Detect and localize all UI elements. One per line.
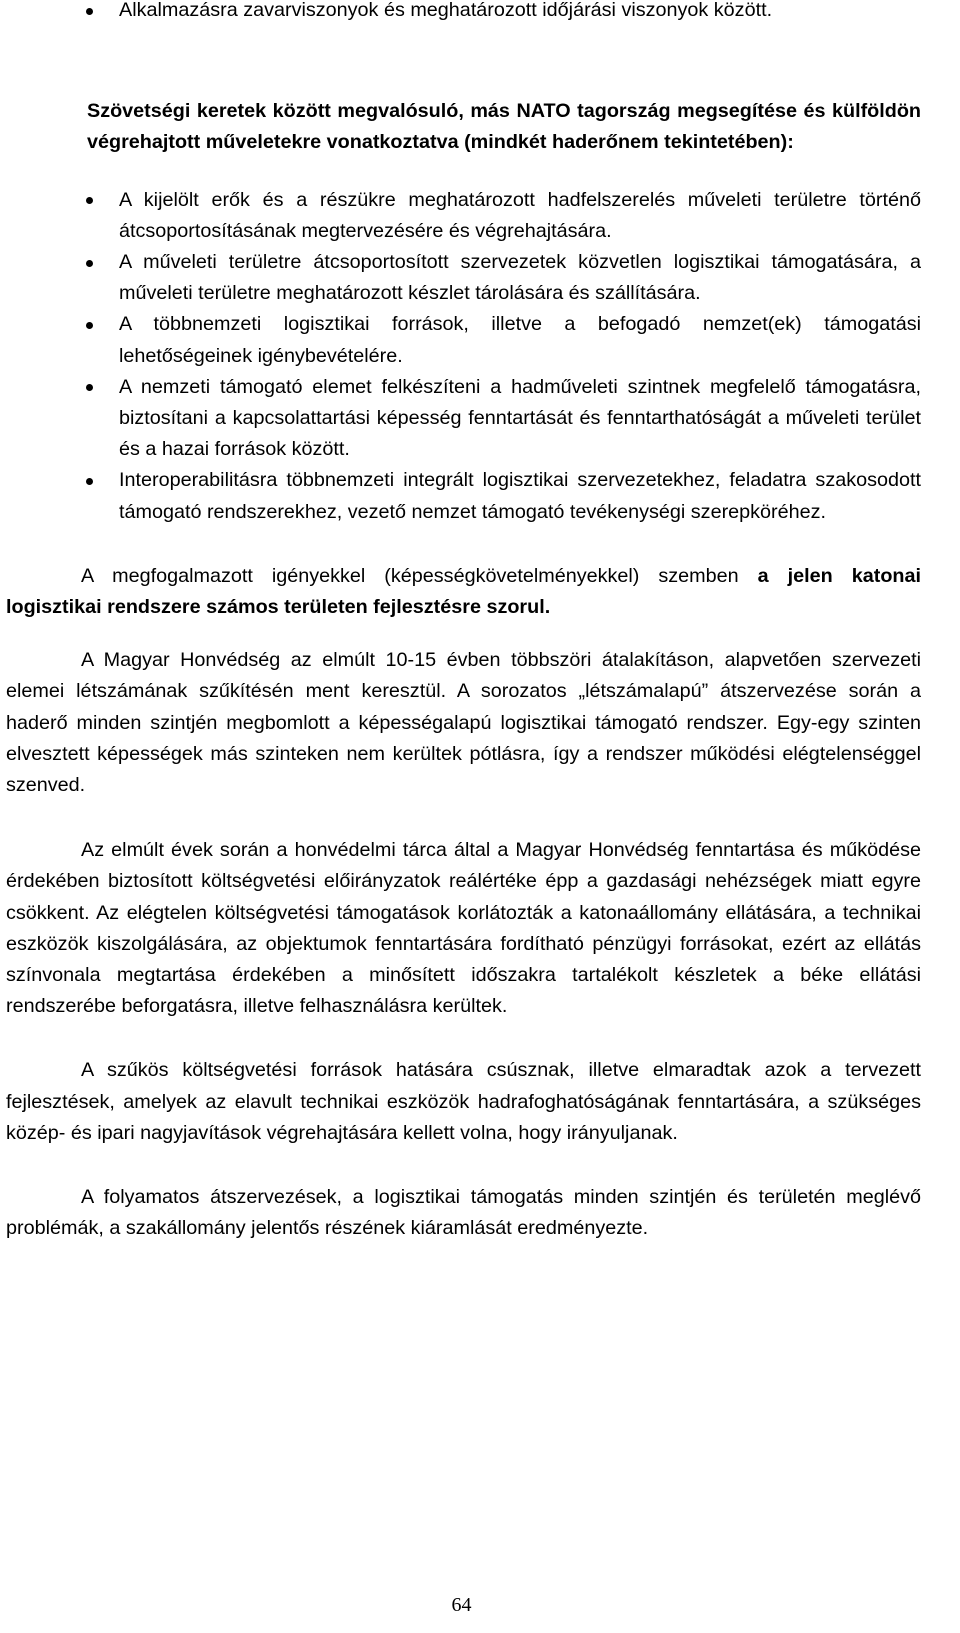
paragraph-text: A megfogalmazott igényekkel (képességkövetelményekkel) szemben — [81, 564, 758, 587]
list-item — [6, 247, 921, 309]
list-item-text: Interoperabilitásra többnemzeti integrált logisztikai szervezetekhez, feladatra szakosodott támogató rendszerekhez, vezető nemzet támogató tevékenységi szerepköréhez. — [119, 469, 921, 523]
list-item — [6, 0, 921, 26]
bullet-list-top — [6, 0, 921, 26]
bullet-list-nato — [6, 185, 921, 528]
bullet-dot-icon — [86, 478, 93, 485]
bullet-dot-icon — [86, 8, 93, 15]
page-number: 64 — [451, 1594, 472, 1616]
document-page — [6, 0, 921, 1245]
list-item — [6, 185, 921, 247]
paragraph-reorganization: A Magyar Honvédség az elmúlt 10-15 évben többszöri átalakításon, alapvetően szervezeti elemei létszámának szűkítésén ment keresztül. A sorozatos „létszámalapú” átszervezése során a haderő minden szintjén megbomlott a képességalapú logisztikai támogató rendszer. Egy-egy szinten elvesztett képességek más szinteken nem kerültek pótlásra, így a rendszer működési elégtelenséggel szenved. — [6, 649, 921, 797]
list-item — [6, 465, 921, 527]
list-item-text: A nemzeti támogató elemet felkészíteni a hadműveleti szintnek megfelelő támogatásra, biztosítani a kapcsolattartási képesség fenntartását és fenntarthatóságát a műveleti terület és a hazai források között. — [119, 375, 921, 461]
paragraph-staff: A folyamatos átszervezések, a logisztikai támogatás minden szintjén és területén meglévő problémák, a szakállomány jelentős részének kiáramlását eredményezte. — [6, 1186, 921, 1240]
paragraph-requirements — [6, 561, 921, 623]
paragraph-developments: A szűkös költségvetési források hatására csúsznak, illetve elmaradtak azok a tervezett fejlesztések, amelyek az elavult technikai eszközök hadrafoghatóságának fenntartására, a szükséges közép- és ipari nagyjavítások végrehajtására kellett volna, hogy irányuljanak. — [6, 1059, 921, 1144]
list-item-text: A kijelölt erők és a részükre meghatározott hadfelszerelés műveleti területre történő átcsoportosításának megtervezésére és végrehajtására. — [119, 188, 921, 242]
list-item-text: Alkalmazásra zavarviszonyok és meghatározott időjárási viszonyok között. — [119, 0, 773, 21]
list-item-text: A műveleti területre átcsoportosított szervezetek közvetlen logisztikai támogatására, a műveleti területre meghatározott készlet tárolására és szállítására. — [119, 251, 921, 305]
list-item — [6, 309, 921, 371]
paragraph-budget: Az elmúlt évek során a honvédelmi tárca által a Magyar Honvédség fenntartása és működése érdekében biztosított költségvetési előirányzatok reálértéke épp a gazdasági nehézségek miatt egyre csökkent. Az elégtelen költségvetési támogatások korlátozták a katonaállomány ellátására, a technikai eszközök kiszolgálására, az objektumok fenntartására fordítható pénzügyi forrásokat, ezért az ellátás színvonala megtartása érdekében a minősített időszakra tartalékolt készletek a béke ellátási rendszerébe beforgatásra, illetve felhasználásra kerültek. — [6, 839, 921, 1018]
bullet-dot-icon — [86, 260, 93, 267]
section-heading: Szövetségi keretek között megvalósuló, más NATO tagország megsegítése és külföldön végrehajtott műveletekre vonatkoztatva (mindkét haderőnem tekintetében): — [87, 100, 921, 154]
list-item-text: A többnemzeti logisztikai források, illetve a befogadó nemzet(ek) támogatási lehetőségeinek igénybevételére. — [119, 313, 921, 367]
paragraph-emphasis: a jelen katonai logisztikai rendszere számos területen fejlesztésre szorul. — [6, 564, 921, 619]
list-item — [6, 372, 921, 466]
bullet-dot-icon — [86, 384, 93, 391]
bullet-dot-icon — [86, 322, 93, 329]
bullet-dot-icon — [86, 197, 93, 204]
